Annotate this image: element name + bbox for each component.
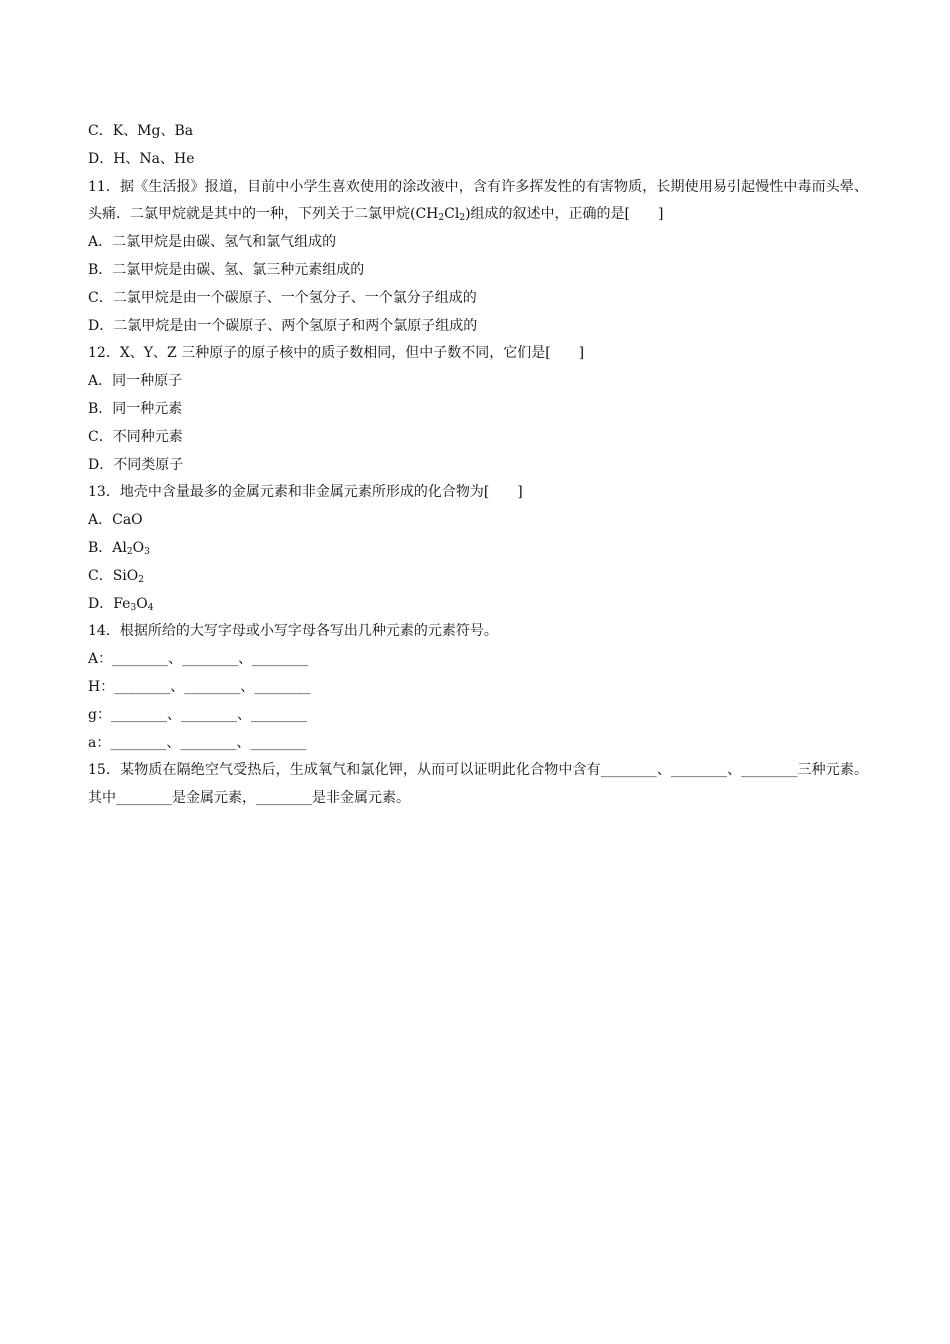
q13-option-d xyxy=(88,591,868,619)
q13-c-text: C．SiO xyxy=(88,567,139,584)
q11-option-d: D．二氯甲烷是由一个碳原子、两个氢原子和两个氯原子组成的 xyxy=(88,317,478,334)
q13-d-text-2: O xyxy=(136,595,148,612)
q12-stem: 12．X、Y、Z 三种原子的原子核中的质子数相同，但中子数不同，它们是[ ] xyxy=(88,345,585,362)
q13-c-subscript: 2 xyxy=(138,574,144,585)
q13-d-subscript-2: 4 xyxy=(147,602,154,613)
q10-option-d: D．H、Na、He xyxy=(88,150,195,167)
q13-option-a: A．CaO xyxy=(88,512,143,529)
worksheet-page xyxy=(88,118,868,813)
q14-stem: 14．根据所给的大写字母或小写字母各写出几种元素的元素符号。 xyxy=(88,623,498,640)
q13-b-subscript-2: 3 xyxy=(144,546,150,557)
q13-b-subscript-1: 2 xyxy=(126,546,133,557)
q11-subscript-2: 2 xyxy=(459,213,466,224)
q11-stem-text-1: 11．据《生活报》报道，目前中小学生喜欢使用的涂改液中，含有许多挥发性的有害物质，长期使用易引起慢性中毒而头晕、头痛．二氯甲烷就是其中的一种，下列关于二氯甲烷(CH xyxy=(88,178,868,223)
q13-d-subscript-1: 3 xyxy=(130,602,137,613)
q12-option-a: A．同一种原子 xyxy=(88,373,183,390)
q11-stem-text-2: Cl xyxy=(444,206,460,223)
q11-option-c: C．二氯甲烷是由一个碳原子、一个氢分子、一个氯分子组成的 xyxy=(88,289,477,306)
q13-d-text-1: D．Fe xyxy=(88,595,131,612)
q14-blank-line-A: A：________、________、________ xyxy=(88,651,309,668)
q14-blank-line-a: a：________、________、________ xyxy=(88,734,307,751)
q13-b-text-1: B．Al xyxy=(88,539,127,556)
q13-stem: 13．地壳中含量最多的金属元素和非金属元素所形成的化合物为[ ] xyxy=(88,484,523,501)
q12-option-b: B．同一种元素 xyxy=(88,400,183,417)
q14-blank-line-g: g：________、________、________ xyxy=(88,706,307,723)
q11-stem-text-3: )组成的叙述中，正确的是[ ] xyxy=(465,206,664,223)
q14-blank-line-H: H：________、________、________ xyxy=(88,678,311,695)
q10-option-c: C．K、Mg、Ba xyxy=(88,123,194,139)
q15-stem: 15．某物质在隔绝空气受热后，生成氧气和氯化钾，从而可以证明此化合物中含有________、________、________三种元素。其中________是金属元素，________是非金属元素。 xyxy=(88,762,868,807)
q13-option-c xyxy=(88,563,868,591)
q13-b-text-2: O xyxy=(132,539,145,556)
q11-option-b: B．二氯甲烷是由碳、氢、氯三种元素组成的 xyxy=(88,261,365,278)
q11-option-a: A．二氯甲烷是由碳、氢气和氯气组成的 xyxy=(88,234,337,251)
q12-option-c: C．不同种元素 xyxy=(88,428,183,445)
q11-subscript-1: 2 xyxy=(438,213,445,224)
q12-option-d: D．不同类原子 xyxy=(88,456,184,473)
q11-stem xyxy=(88,174,868,230)
q13-option-b xyxy=(88,535,868,563)
